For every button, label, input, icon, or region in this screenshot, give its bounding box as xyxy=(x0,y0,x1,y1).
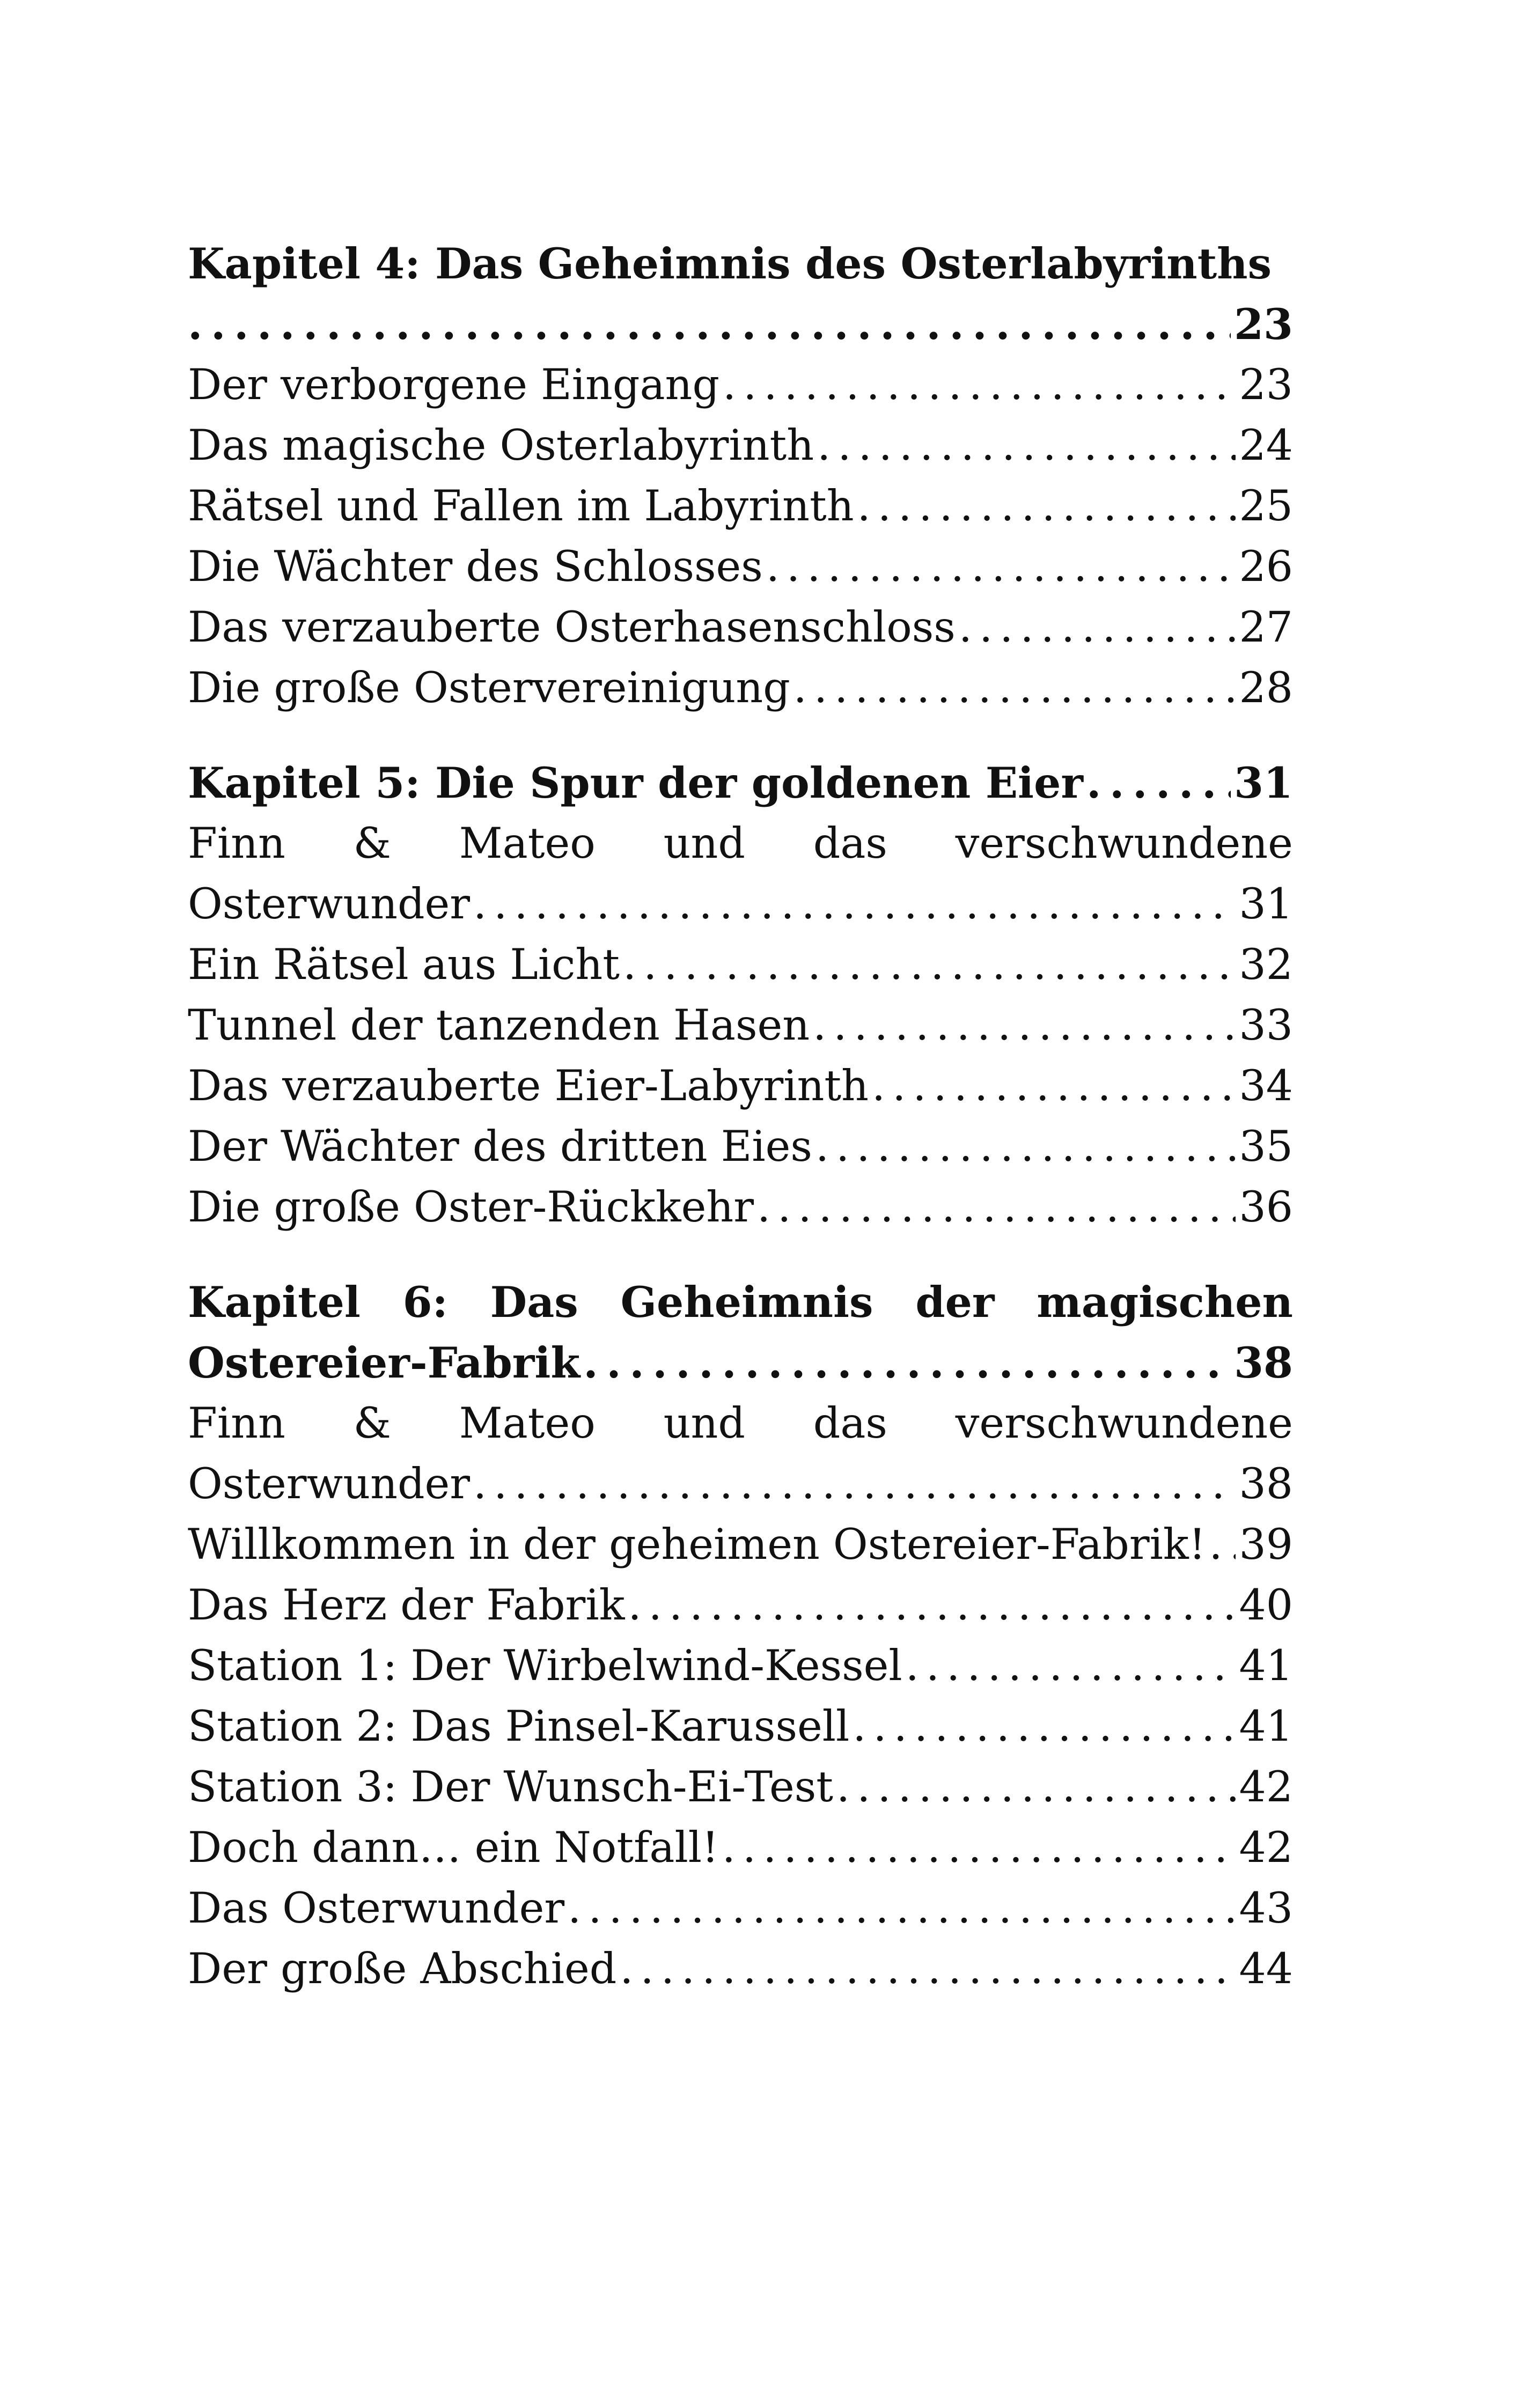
toc-entry-wrapped-line xyxy=(188,1393,1293,1454)
toc-entry-label: Das Herz der Fabrik xyxy=(188,1580,625,1630)
toc-entry-wrapped-line xyxy=(188,813,1293,874)
toc-entry-label: Das verzauberte Osterhasenschloss xyxy=(188,602,956,652)
toc-entry-page: 42 xyxy=(1239,1823,1293,1872)
dot-leader xyxy=(583,1332,1231,1393)
table-of-contents xyxy=(188,233,1293,1999)
dot-leader xyxy=(473,1454,1236,1514)
toc-entry xyxy=(188,1116,1293,1177)
toc-entry-label: Station 3: Der Wunsch-Ei-Test xyxy=(188,1762,834,1811)
toc-entry-word: Mateo xyxy=(459,819,596,868)
chapter-6-title-word: Kapitel xyxy=(188,1277,361,1327)
toc-entry-label: Die große Ostervereinigung xyxy=(188,663,790,712)
toc-entry-page: 31 xyxy=(1239,879,1293,929)
toc-entry-page: 40 xyxy=(1239,1580,1293,1630)
chapter-5-title: Kapitel 5: Die Spur der goldenen Eier xyxy=(188,758,1083,808)
chapter-6-page: 38 xyxy=(1234,1338,1293,1388)
toc-entry xyxy=(188,1939,1293,1999)
dot-leader xyxy=(628,1575,1236,1636)
chapter-5-title-line xyxy=(188,753,1293,813)
toc-entry-word: Mateo xyxy=(459,1398,596,1448)
toc-entry-page: 23 xyxy=(1239,360,1293,409)
toc-entry xyxy=(188,476,1293,536)
toc-entry-word: das xyxy=(813,1398,887,1448)
toc-entry-page: 24 xyxy=(1239,421,1293,470)
toc-entry xyxy=(188,597,1293,658)
toc-entry-label: Station 2: Das Pinsel-Karussell xyxy=(188,1702,850,1751)
chapter-6-title-word: magischen xyxy=(1037,1277,1293,1327)
toc-entry xyxy=(188,1636,1293,1696)
toc-entry-word: & xyxy=(353,1398,391,1448)
toc-entry xyxy=(188,355,1293,415)
toc-entry-label: Das magische Osterlabyrinth xyxy=(188,421,814,470)
toc-entry-label: Osterwunder xyxy=(188,879,471,929)
toc-entry-page: 36 xyxy=(1239,1182,1293,1232)
toc-entry-label: Ein Rätsel aus Licht xyxy=(188,940,620,989)
dot-leader xyxy=(815,1116,1236,1177)
chapter-4-title: Kapitel 4: Das Geheimnis des Osterlabyrinths xyxy=(188,239,1272,289)
toc-entry-word: & xyxy=(353,819,391,868)
toc-entry-label: Osterwunder xyxy=(188,1459,471,1508)
toc-entry-page: 35 xyxy=(1239,1122,1293,1171)
chapter-6-title-end: Ostereier-Fabrik xyxy=(188,1338,581,1388)
toc-entry-page: 32 xyxy=(1239,940,1293,989)
toc-entry-label: Willkommen in der geheimen Ostereier-Fabrik! xyxy=(188,1520,1206,1569)
dot-leader xyxy=(872,1056,1236,1116)
toc-entry-word: Finn xyxy=(188,819,285,868)
chapter-6-title-word: 6: xyxy=(402,1277,448,1327)
toc-entry-page: 34 xyxy=(1239,1061,1293,1110)
toc-entry xyxy=(188,1056,1293,1116)
toc-entry-word: und xyxy=(663,819,745,868)
toc-entry-word: das xyxy=(813,819,887,868)
dot-leader xyxy=(723,355,1236,415)
toc-entry-label: Das verzauberte Eier-Labyrinth xyxy=(188,1061,869,1110)
dot-leader xyxy=(766,536,1236,597)
toc-entry-label: Tunnel der tanzenden Hasen xyxy=(188,1000,810,1050)
toc-entry-page: 42 xyxy=(1239,1762,1293,1811)
dot-leader xyxy=(722,1817,1236,1878)
dot-leader xyxy=(188,294,1231,355)
toc-entry-label: Rätsel und Fallen im Labyrinth xyxy=(188,481,854,531)
dot-leader xyxy=(473,874,1236,934)
chapter-5-page: 31 xyxy=(1234,758,1293,808)
dot-leader xyxy=(757,1177,1236,1238)
dot-leader xyxy=(1209,1514,1236,1575)
toc-entry-page: 27 xyxy=(1239,602,1293,652)
toc-entry-label: Der Wächter des dritten Eies xyxy=(188,1122,812,1171)
toc-entry-page: 41 xyxy=(1239,1641,1293,1690)
toc-entry-page: 28 xyxy=(1239,663,1293,712)
dot-leader xyxy=(1086,753,1231,813)
toc-entry-page: 25 xyxy=(1239,481,1293,531)
toc-entry xyxy=(188,415,1293,476)
toc-entry-page: 38 xyxy=(1239,1459,1293,1508)
toc-entry-label: Die große Oster-Rückkehr xyxy=(188,1182,754,1232)
chapter-6-title-word: Das xyxy=(490,1277,578,1327)
toc-entry-word: verschwundene xyxy=(955,1398,1293,1448)
chapter-6-title-line xyxy=(188,1272,1293,1332)
toc-entry-label: Station 1: Der Wirbelwind-Kessel xyxy=(188,1641,902,1690)
chapter-6-title-word: der xyxy=(915,1277,995,1327)
toc-entry-word: Finn xyxy=(188,1398,285,1448)
chapter-4-page-line xyxy=(188,294,1293,355)
dot-leader xyxy=(857,476,1236,536)
toc-entry xyxy=(188,1696,1293,1757)
dot-leader xyxy=(853,1696,1236,1757)
toc-entry-label: Der große Abschied xyxy=(188,1944,617,1993)
toc-entry-page: 39 xyxy=(1239,1520,1293,1569)
toc-entry xyxy=(188,1878,1293,1939)
toc-entry-label: Das Osterwunder xyxy=(188,1883,565,1933)
toc-entry-page: 26 xyxy=(1239,542,1293,591)
chapter-6-title-word: Geheimnis xyxy=(620,1277,873,1327)
toc-entry xyxy=(188,1757,1293,1817)
toc-entry xyxy=(188,874,1293,934)
chapter-4-title-line xyxy=(188,233,1293,294)
toc-entry-page: 41 xyxy=(1239,1702,1293,1751)
toc-entry xyxy=(188,658,1293,718)
toc-entry xyxy=(188,1514,1293,1575)
dot-leader xyxy=(620,1939,1236,1999)
toc-entry xyxy=(188,934,1293,995)
toc-entry-label: Die Wächter des Schlosses xyxy=(188,542,763,591)
chapter-6-title-line-2 xyxy=(188,1332,1293,1393)
toc-entry xyxy=(188,1177,1293,1238)
dot-leader xyxy=(836,1757,1236,1817)
toc-entry-page: 43 xyxy=(1239,1883,1293,1933)
toc-entry-label: Doch dann… ein Notfall! xyxy=(188,1823,719,1872)
toc-entry-word: und xyxy=(663,1398,745,1448)
toc-entry xyxy=(188,1575,1293,1636)
dot-leader xyxy=(817,415,1236,476)
chapter-4-section xyxy=(188,233,1293,718)
dot-leader xyxy=(793,658,1236,718)
chapter-5-section xyxy=(188,753,1293,1238)
dot-leader xyxy=(623,934,1236,995)
chapter-4-page: 23 xyxy=(1234,299,1293,349)
toc-entry-label: Der verborgene Eingang xyxy=(188,360,720,409)
toc-entry xyxy=(188,536,1293,597)
toc-entry-page: 33 xyxy=(1239,1000,1293,1050)
chapter-6-section xyxy=(188,1272,1293,1999)
dot-leader xyxy=(568,1878,1236,1939)
toc-entry xyxy=(188,995,1293,1056)
dot-leader xyxy=(906,1636,1236,1696)
dot-leader xyxy=(813,995,1236,1056)
toc-entry-page: 44 xyxy=(1239,1944,1293,1993)
toc-entry xyxy=(188,1817,1293,1878)
toc-entry xyxy=(188,1454,1293,1514)
toc-entry-word: verschwundene xyxy=(955,819,1293,868)
dot-leader xyxy=(959,597,1236,658)
